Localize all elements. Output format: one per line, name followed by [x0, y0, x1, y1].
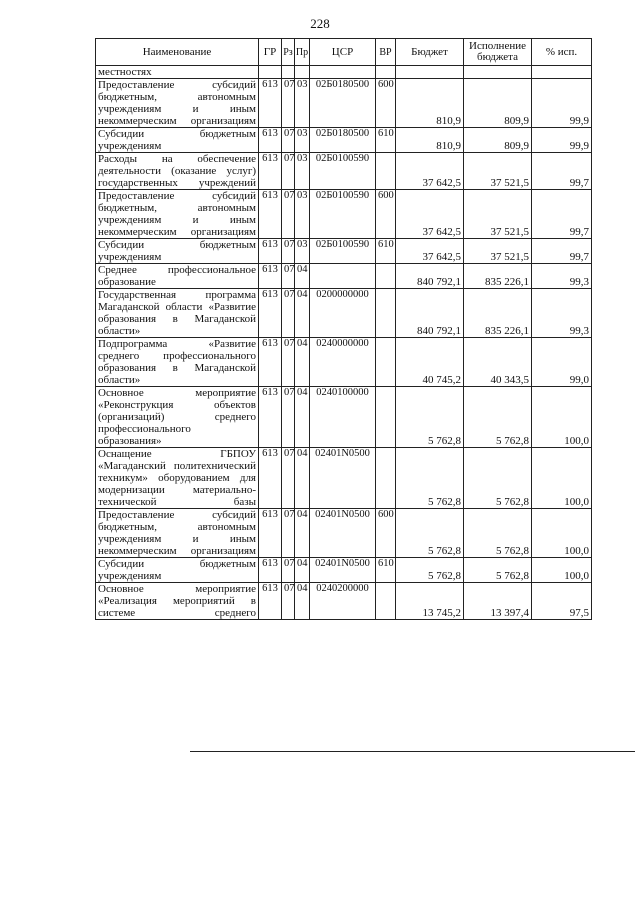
- row-budget: 5 762,8: [396, 387, 464, 448]
- row-gr: 613: [259, 583, 282, 620]
- row-execution: 5 762,8: [464, 509, 532, 558]
- row-pr: 04: [295, 264, 310, 289]
- row-csr: 02401N0500: [310, 448, 376, 509]
- row-execution: 5 762,8: [464, 387, 532, 448]
- row-name: местностях: [96, 66, 259, 79]
- row-execution: 5 762,8: [464, 448, 532, 509]
- row-rz: [282, 66, 295, 79]
- table-row: [96, 583, 592, 620]
- row-csr: 0200000000: [310, 289, 376, 338]
- row-name: Субсидии бюджетным учреждениям: [96, 128, 259, 153]
- row-percent: 100,0: [532, 448, 592, 509]
- row-name: Основное мероприятие «Реализация мероприятий в системе среднего: [96, 583, 259, 620]
- row-pr: 03: [295, 79, 310, 128]
- row-pr: 04: [295, 338, 310, 387]
- header-rz: Рз: [282, 39, 295, 66]
- row-vr: 600: [376, 79, 396, 128]
- row-vr: [376, 153, 396, 190]
- table-row: [96, 387, 592, 448]
- table-row: [96, 190, 592, 239]
- row-percent: 99,0: [532, 338, 592, 387]
- table-body: [96, 66, 592, 620]
- header-budget: Бюджет: [396, 39, 464, 66]
- row-budget: 37 642,5: [396, 153, 464, 190]
- row-budget: 40 745,2: [396, 338, 464, 387]
- row-rz: 07: [282, 387, 295, 448]
- table-row: [96, 448, 592, 509]
- row-pr: 03: [295, 190, 310, 239]
- row-budget: 810,9: [396, 79, 464, 128]
- header-csr: ЦСР: [310, 39, 376, 66]
- row-csr: [310, 264, 376, 289]
- row-rz: 07: [282, 153, 295, 190]
- table-header-row: [96, 39, 592, 66]
- row-gr: 613: [259, 128, 282, 153]
- row-gr: 613: [259, 79, 282, 128]
- row-rz: 07: [282, 264, 295, 289]
- row-name: Предоставление субсидий бюджетным, автономным учреждениям и иным некоммерческим организациям: [96, 509, 259, 558]
- header-pr: Пр: [295, 39, 310, 66]
- row-gr: 613: [259, 338, 282, 387]
- row-budget: 5 762,8: [396, 558, 464, 583]
- row-gr: 613: [259, 239, 282, 264]
- row-pr: 03: [295, 239, 310, 264]
- row-budget: 810,9: [396, 128, 464, 153]
- row-name: Субсидии бюджетным учреждениям: [96, 558, 259, 583]
- row-execution: 37 521,5: [464, 153, 532, 190]
- row-vr: [376, 583, 396, 620]
- row-execution: 13 397,4: [464, 583, 532, 620]
- row-pr: 04: [295, 509, 310, 558]
- row-vr: [376, 448, 396, 509]
- row-csr: 02Б0180500: [310, 128, 376, 153]
- row-name: Среднее профессиональное образование: [96, 264, 259, 289]
- row-csr: [310, 66, 376, 79]
- row-gr: 613: [259, 509, 282, 558]
- row-pr: 04: [295, 448, 310, 509]
- row-budget: 840 792,1: [396, 264, 464, 289]
- row-percent: 99,3: [532, 289, 592, 338]
- row-name: Оснащение ГБПОУ «Магаданский политехнический техникум» оборудованием для модернизации материально-технической базы: [96, 448, 259, 509]
- row-gr: 613: [259, 153, 282, 190]
- row-pr: [295, 66, 310, 79]
- row-pr: 04: [295, 583, 310, 620]
- row-execution: 835 226,1: [464, 264, 532, 289]
- table-row: [96, 239, 592, 264]
- row-vr: 610: [376, 558, 396, 583]
- row-vr: 610: [376, 239, 396, 264]
- row-rz: 07: [282, 448, 295, 509]
- table-row: [96, 289, 592, 338]
- table-row: [96, 128, 592, 153]
- header-vr: ВР: [376, 39, 396, 66]
- table-row: [96, 66, 592, 79]
- row-pr: 03: [295, 153, 310, 190]
- row-rz: 07: [282, 338, 295, 387]
- row-vr: [376, 338, 396, 387]
- table-row: [96, 264, 592, 289]
- row-execution: 835 226,1: [464, 289, 532, 338]
- row-percent: 99,7: [532, 190, 592, 239]
- budget-table: [95, 38, 592, 620]
- table-row: [96, 558, 592, 583]
- header-gr: ГР: [259, 39, 282, 66]
- row-percent: 99,9: [532, 79, 592, 128]
- row-gr: 613: [259, 387, 282, 448]
- row-name: Расходы на обеспечение деятельности (оказание услуг) государственных учреждений: [96, 153, 259, 190]
- row-vr: [376, 66, 396, 79]
- row-name: Подпрограмма «Развитие среднего профессионального образования в Магаданской области»: [96, 338, 259, 387]
- row-budget: 13 745,2: [396, 583, 464, 620]
- row-gr: 613: [259, 448, 282, 509]
- row-percent: 99,7: [532, 239, 592, 264]
- row-percent: 100,0: [532, 387, 592, 448]
- row-rz: 07: [282, 128, 295, 153]
- row-percent: 99,3: [532, 264, 592, 289]
- row-csr: 0240000000: [310, 338, 376, 387]
- row-percent: 97,5: [532, 583, 592, 620]
- row-rz: 07: [282, 558, 295, 583]
- row-budget: 5 762,8: [396, 448, 464, 509]
- row-csr: 02Б0180500: [310, 79, 376, 128]
- row-gr: 613: [259, 289, 282, 338]
- row-csr: 02Б0100590: [310, 239, 376, 264]
- table-row: [96, 79, 592, 128]
- row-rz: 07: [282, 289, 295, 338]
- row-execution: 37 521,5: [464, 239, 532, 264]
- row-execution: 5 762,8: [464, 558, 532, 583]
- table-row: [96, 509, 592, 558]
- row-budget: [396, 66, 464, 79]
- row-rz: 07: [282, 239, 295, 264]
- row-percent: [532, 66, 592, 79]
- row-csr: 0240200000: [310, 583, 376, 620]
- row-rz: 07: [282, 509, 295, 558]
- row-rz: 07: [282, 79, 295, 128]
- row-rz: 07: [282, 583, 295, 620]
- row-vr: 600: [376, 190, 396, 239]
- row-execution: 37 521,5: [464, 190, 532, 239]
- row-gr: 613: [259, 264, 282, 289]
- row-execution: 809,9: [464, 79, 532, 128]
- row-csr: 02401N0500: [310, 509, 376, 558]
- header-execution: Исполнение бюджета: [464, 39, 532, 66]
- row-rz: 07: [282, 190, 295, 239]
- row-percent: 100,0: [532, 509, 592, 558]
- row-name: Предоставление субсидий бюджетным, автономным учреждениям и иным некоммерческим организациям: [96, 79, 259, 128]
- row-vr: [376, 387, 396, 448]
- table-row: [96, 153, 592, 190]
- row-name: Субсидии бюджетным учреждениям: [96, 239, 259, 264]
- row-name: Основное мероприятие «Реконструкция объектов (организаций) среднего профессионального образования»: [96, 387, 259, 448]
- row-csr: 02401N0500: [310, 558, 376, 583]
- row-percent: 99,7: [532, 153, 592, 190]
- row-percent: 100,0: [532, 558, 592, 583]
- row-csr: 0240100000: [310, 387, 376, 448]
- row-budget: 37 642,5: [396, 239, 464, 264]
- row-csr: 02Б0100590: [310, 190, 376, 239]
- row-execution: 40 343,5: [464, 338, 532, 387]
- table-row: [96, 338, 592, 387]
- page-number: 228: [310, 16, 330, 31]
- row-pr: 04: [295, 558, 310, 583]
- footer-divider: [190, 751, 635, 752]
- row-gr: [259, 66, 282, 79]
- row-pr: 03: [295, 128, 310, 153]
- row-vr: [376, 289, 396, 338]
- header-name: Наименование: [96, 39, 259, 66]
- row-execution: [464, 66, 532, 79]
- row-vr: 600: [376, 509, 396, 558]
- row-csr: 02Б0100590: [310, 153, 376, 190]
- row-pr: 04: [295, 387, 310, 448]
- row-gr: 613: [259, 558, 282, 583]
- row-pr: 04: [295, 289, 310, 338]
- row-budget: 840 792,1: [396, 289, 464, 338]
- header-percent: % исп.: [532, 39, 592, 66]
- row-percent: 99,9: [532, 128, 592, 153]
- row-budget: 37 642,5: [396, 190, 464, 239]
- row-vr: 610: [376, 128, 396, 153]
- row-budget: 5 762,8: [396, 509, 464, 558]
- row-execution: 809,9: [464, 128, 532, 153]
- row-name: Предоставление субсидий бюджетным, автономным учреждениям и иным некоммерческим организациям: [96, 190, 259, 239]
- row-gr: 613: [259, 190, 282, 239]
- row-vr: [376, 264, 396, 289]
- row-name: Государственная программа Магаданской области «Развитие образования в Магаданской области»: [96, 289, 259, 338]
